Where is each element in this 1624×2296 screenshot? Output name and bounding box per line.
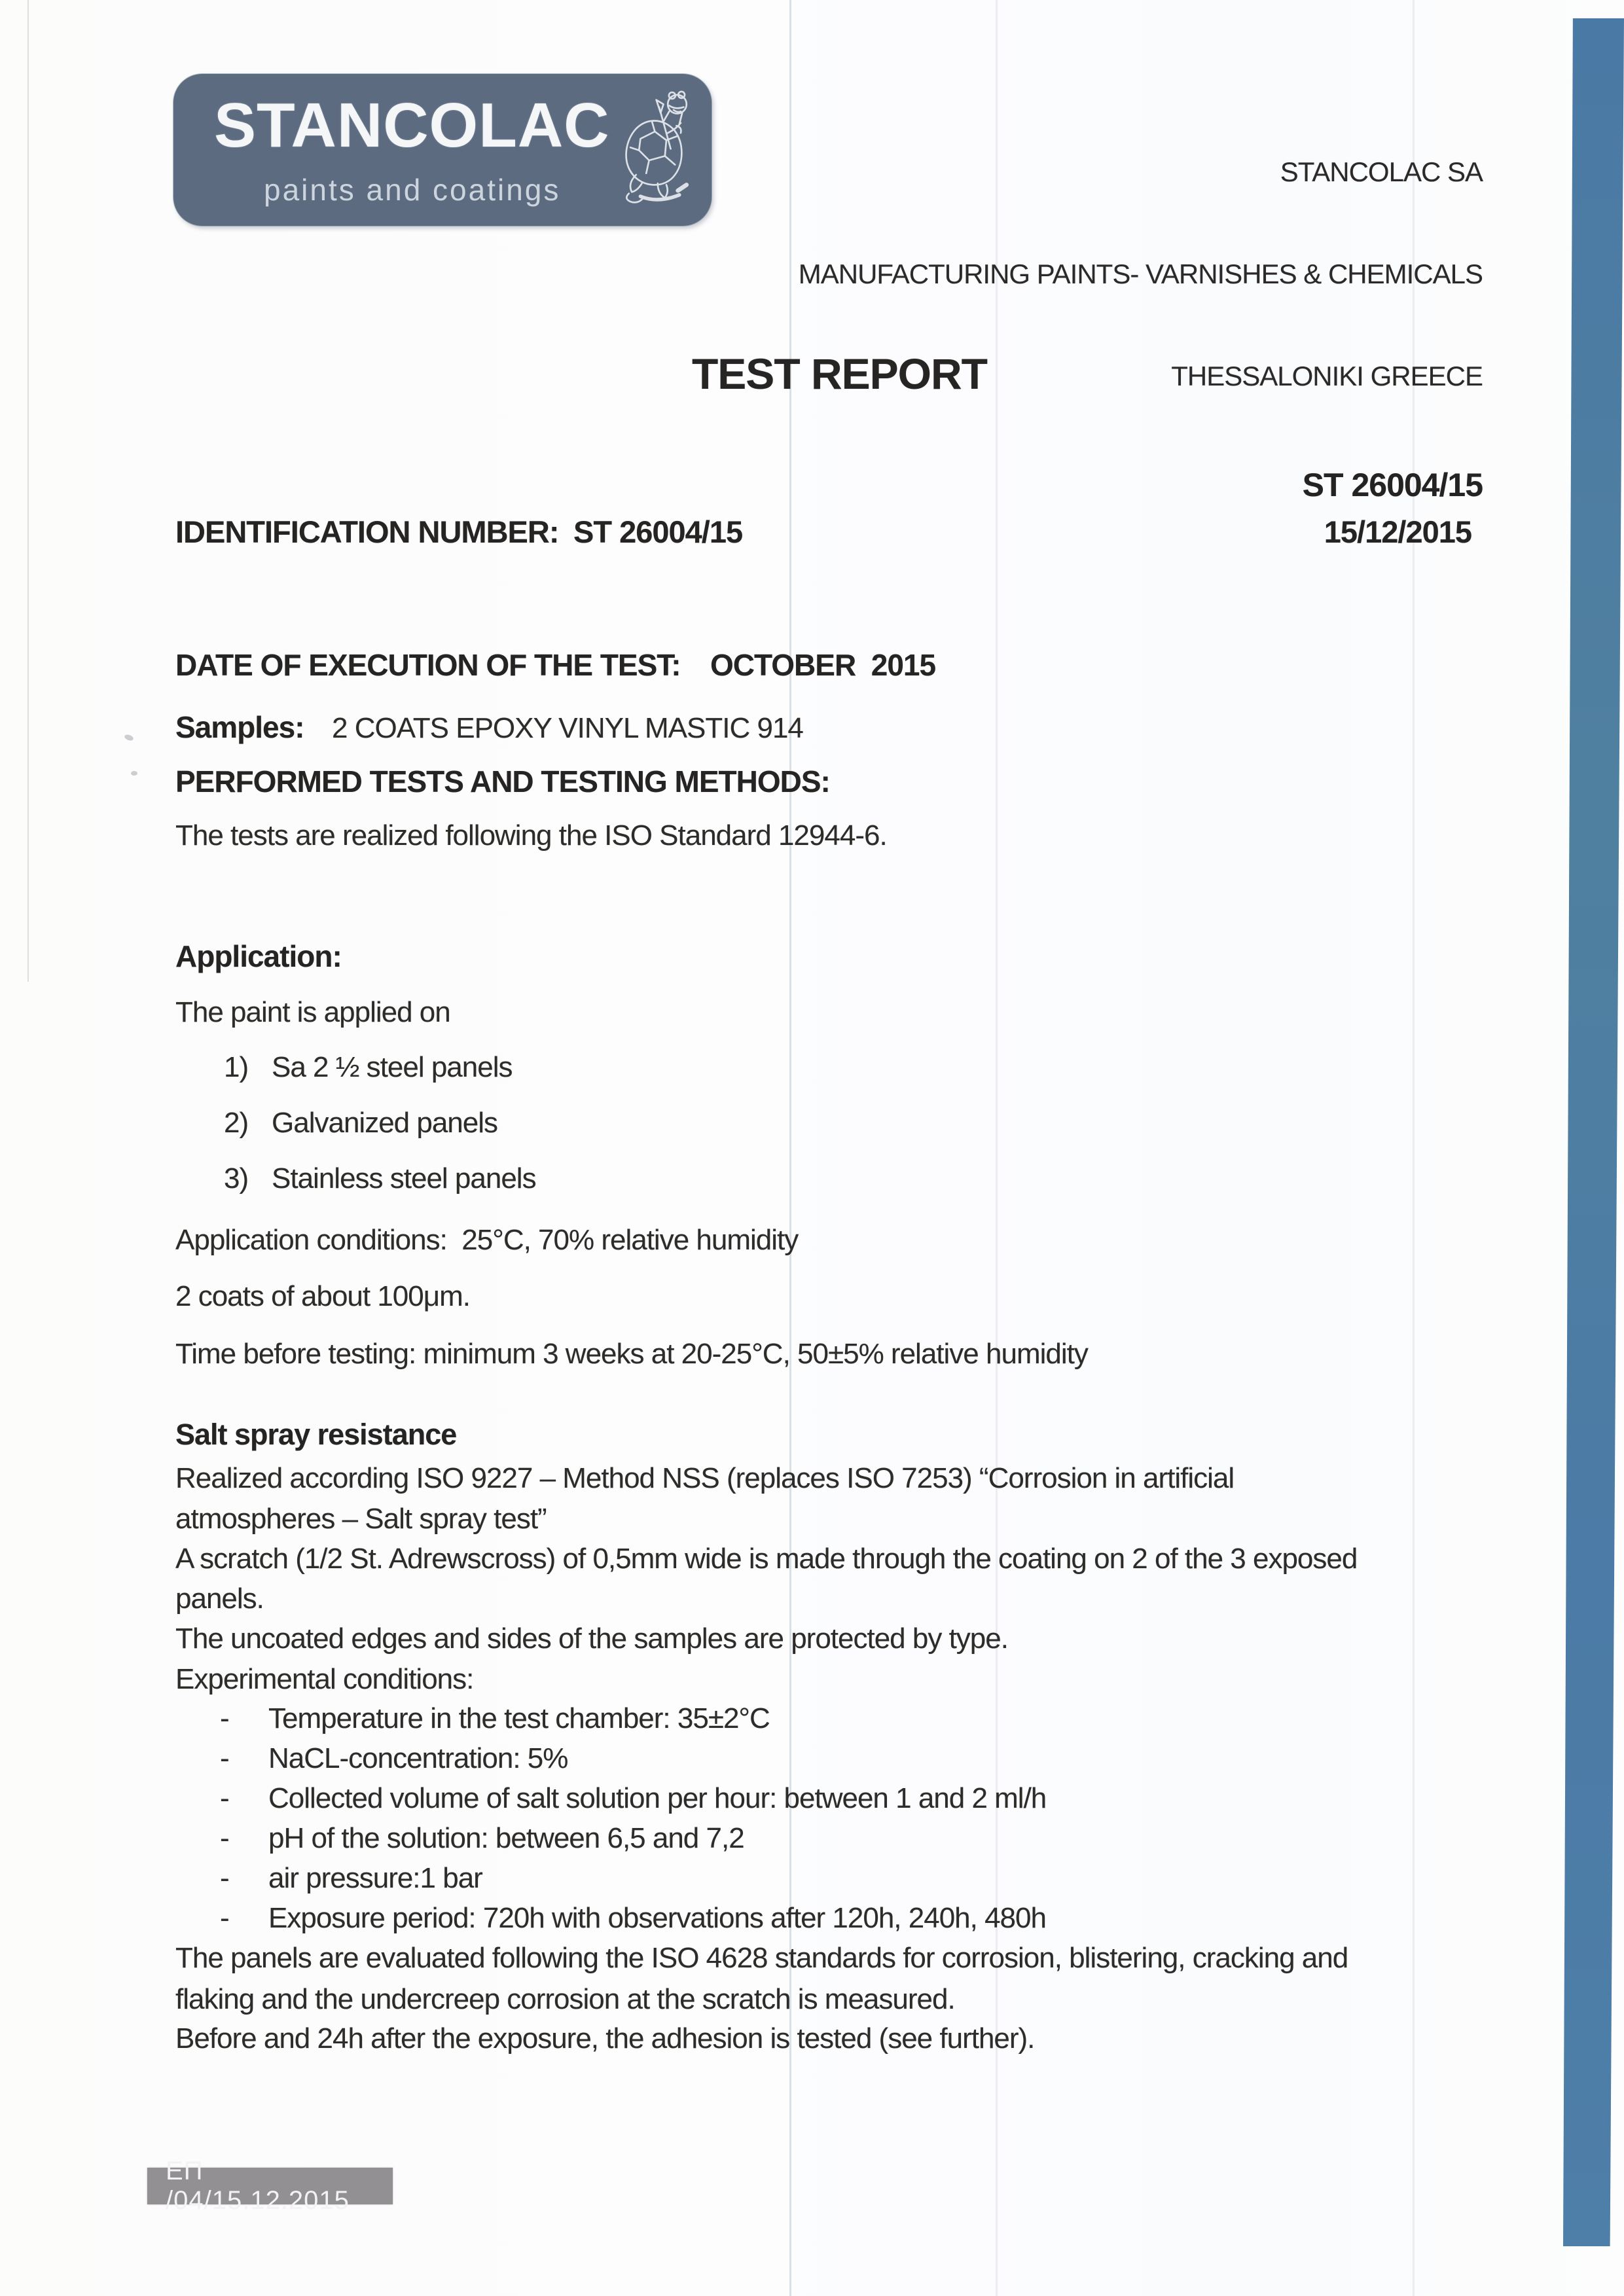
samples-value: 2 COATS EPOXY VINYL MASTIC 914 <box>332 712 803 744</box>
experimental-condition-text: NaCL-concentration: 5% <box>268 1742 568 1774</box>
identification-row <box>175 514 742 550</box>
company-business: MANUFACTURING PAINTS- VARNISHES & CHEMICALS <box>798 259 1483 289</box>
application-item-text: Galvanized panels <box>272 1107 498 1139</box>
experimental-condition <box>220 1702 770 1736</box>
experimental-condition-text: Temperature in the test chamber: 35±2°C <box>268 1702 770 1734</box>
list-number: 3) <box>224 1162 249 1194</box>
experimental-condition <box>220 1821 744 1856</box>
dash-bullet: - <box>220 1742 229 1774</box>
logo-tagline-text: paints and coatings <box>264 173 561 207</box>
dash-bullet: - <box>220 1702 229 1734</box>
application-item <box>224 1050 512 1085</box>
scan-edge-line <box>27 0 29 982</box>
application-coats: 2 coats of about 100μm. <box>175 1280 470 1312</box>
company-block <box>799 87 1483 570</box>
salt-spray-line: The uncoated edges and sides of the samples are protected by type. <box>175 1623 1008 1655</box>
experimental-condition-text: Collected volume of salt solution per hour: between 1 and 2 ml/h <box>268 1782 1047 1814</box>
experimental-condition-text: Exposure period: 720h with observations after 120h, 240h, 480h <box>268 1902 1046 1934</box>
execution-value: OCTOBER 2015 <box>710 648 936 682</box>
execution-row <box>175 647 935 683</box>
methods-heading: PERFORMED TESTS AND TESTING METHODS: <box>175 764 830 798</box>
company-reference-number: ST 26004/15 <box>1302 467 1483 503</box>
application-intro: The paint is applied on <box>175 996 450 1028</box>
report-date: 15/12/2015 <box>1324 514 1471 549</box>
application-item <box>224 1162 536 1196</box>
identification-value: ST 26004/15 <box>573 514 743 549</box>
experimental-condition <box>220 1782 1046 1816</box>
salt-spray-line: atmospheres – Salt spray test” <box>175 1503 547 1535</box>
dash-bullet: - <box>220 1902 229 1934</box>
list-number: 2) <box>224 1107 249 1139</box>
application-item <box>224 1106 497 1141</box>
application-conditions: Application conditions: 25°C, 70% relative humidity <box>175 1224 799 1256</box>
salt-spray-closing-line: The panels are evaluated following the ISO 4628 standards for corrosion, blistering, cracking and <box>175 1942 1348 1974</box>
application-item-text: Sa 2 ½ steel panels <box>272 1051 513 1083</box>
company-name: STANCOLAC SA <box>1280 156 1483 187</box>
identification-label: IDENTIFICATION NUMBER: <box>175 514 559 549</box>
revision-stamp-text: ΕΠ /04/15.12.2015 <box>166 2157 350 2215</box>
experimental-condition-text: pH of the solution: between 6,5 and 7,2 <box>268 1822 744 1854</box>
turtle-mascot-icon <box>616 87 702 205</box>
time-before-testing: Time before testing: minimum 3 weeks at 20-25°C, 50±5% relative humidity <box>175 1338 1088 1370</box>
salt-spray-heading: Salt spray resistance <box>175 1418 457 1451</box>
salt-spray-line: Realized according ISO 9227 – Method NSS (replaces ISO 7253) “Corrosion in artificial <box>175 1462 1235 1494</box>
salt-spray-closing-line: Before and 24h after the exposure, the adhesion is tested (see further). <box>175 2022 1035 2054</box>
salt-spray-line: A scratch (1/2 St. Adrewscross) of 0,5mm wide is made through the coating on 2 of the 3 exposed <box>175 1543 1358 1575</box>
revision-stamp <box>147 2157 393 2215</box>
logo-brand-text: STANCOLAC <box>214 90 610 160</box>
application-heading: Application: <box>175 939 342 973</box>
application-item-text: Stainless steel panels <box>272 1162 536 1194</box>
report-title: TEST REPORT <box>691 350 988 398</box>
dash-bullet: - <box>220 1862 229 1894</box>
salt-spray-line: panels. <box>175 1583 264 1615</box>
execution-label: DATE OF EXECUTION OF THE TEST: <box>175 648 681 682</box>
scan-speck <box>131 771 137 776</box>
samples-label: Samples: <box>175 710 304 744</box>
salt-spray-closing-line: flaking and the undercreep corrosion at the scratch is measured. <box>175 1983 955 2015</box>
list-number: 1) <box>224 1051 249 1083</box>
experimental-condition-text: air pressure:1 bar <box>268 1862 482 1894</box>
scan-speck <box>124 734 134 742</box>
dash-bullet: - <box>220 1782 229 1814</box>
stancolac-logo <box>173 74 712 226</box>
methods-text: The tests are realized following the ISO Standard 12944-6. <box>175 819 887 852</box>
company-location: THESSALONIKI GREECE <box>1171 361 1483 391</box>
experimental-condition <box>220 1861 482 1896</box>
dash-bullet: - <box>220 1822 229 1854</box>
experimental-condition <box>220 1901 1046 1936</box>
samples-row <box>175 709 803 746</box>
salt-spray-line: Experimental conditions: <box>175 1663 474 1695</box>
experimental-condition <box>220 1742 568 1776</box>
